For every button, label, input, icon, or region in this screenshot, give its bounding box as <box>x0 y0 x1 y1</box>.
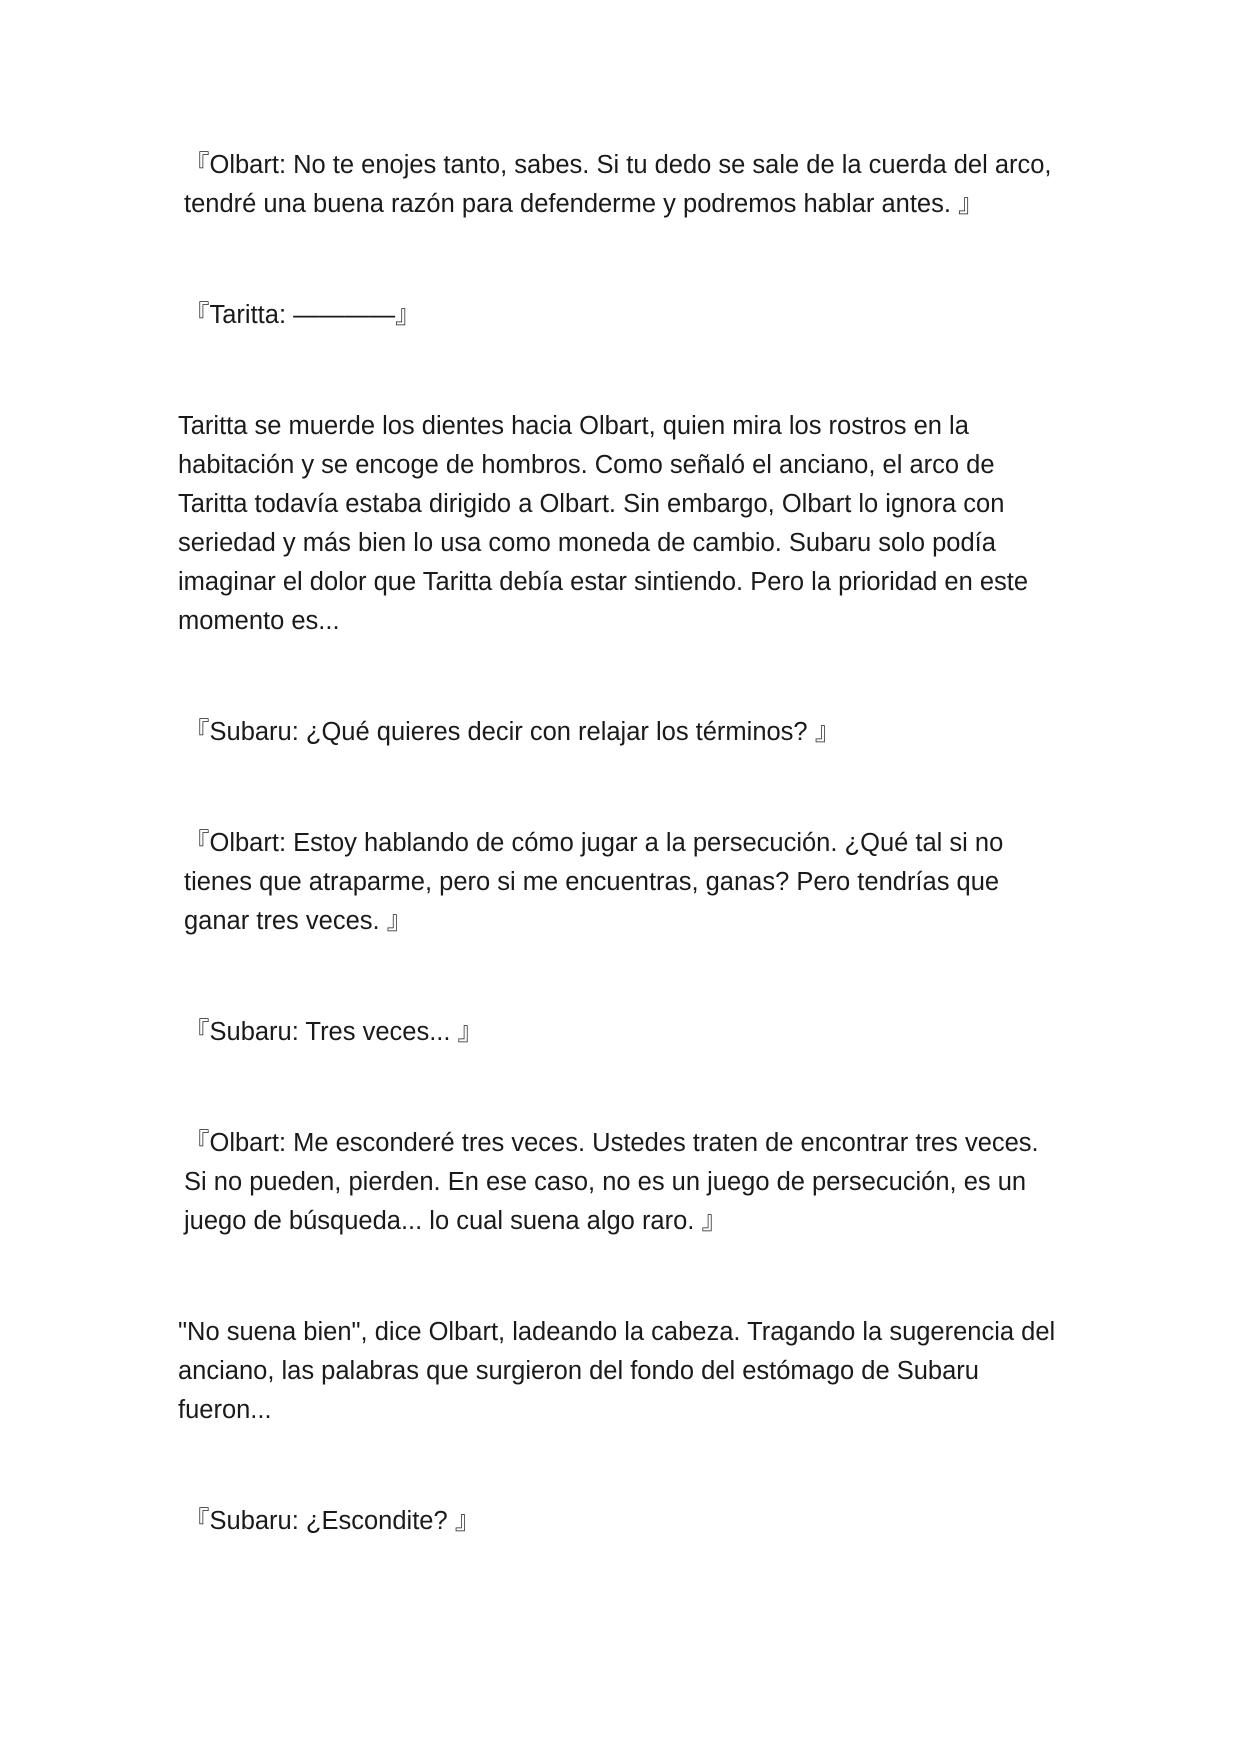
narration-paragraph-1: Taritta se muerde los dientes hacia Olbart, quien mira los rostros en la habitación y se encoge de hombros. Como señaló el anciano, el arco de Taritta todavía estaba dirigido a Olbart. Sin embargo, Olbart lo ignora con seriedad y más bien lo usa como moneda de cambio. Subaru solo podía imaginar el dolor que Taritta debía estar sintiendo. Pero la prioridad en este momento es... <box>178 412 1029 635</box>
dialogue-subaru-1: 『Subaru: ¿Qué quieres decir con relajar los términos? 』 <box>184 718 841 746</box>
dialogue-olbart-1: 『Olbart: No te enojes tanto, sabes. Si tu dedo se sale de la cuerda del arco, tendré una buena razón para defenderme y podremos hablar antes. 』 <box>184 151 1052 218</box>
dialogue-olbart-3: 『Olbart: Me esconderé tres veces. Ustedes traten de encontrar tres veces. Si no pueden, pierden. En ese caso, no es un juego de persecución, es un juego de búsqueda... lo cual suena algo raro. 』 <box>184 1129 1039 1235</box>
dialogue-subaru-2: 『Subaru: Tres veces... 』 <box>184 1018 484 1046</box>
dialogue-olbart-2: 『Olbart: Estoy hablando de cómo jugar a la persecución. ¿Qué tal si no tienes que atraparme, pero si me encuentras, ganas? Pero tendrías que ganar tres veces. 』 <box>184 829 1004 935</box>
narration-paragraph-2: "No suena bien", dice Olbart, ladeando la cabeza. Tragando la sugerencia del anciano, las palabras que surgieron del fondo del estómago de Subaru fueron... <box>178 1318 1056 1424</box>
dialogue-taritta: 『Taritta: ————』 <box>184 301 421 329</box>
text-column <box>178 146 1058 1541</box>
dialogue-subaru-3: 『Subaru: ¿Escondite? 』 <box>184 1507 481 1535</box>
